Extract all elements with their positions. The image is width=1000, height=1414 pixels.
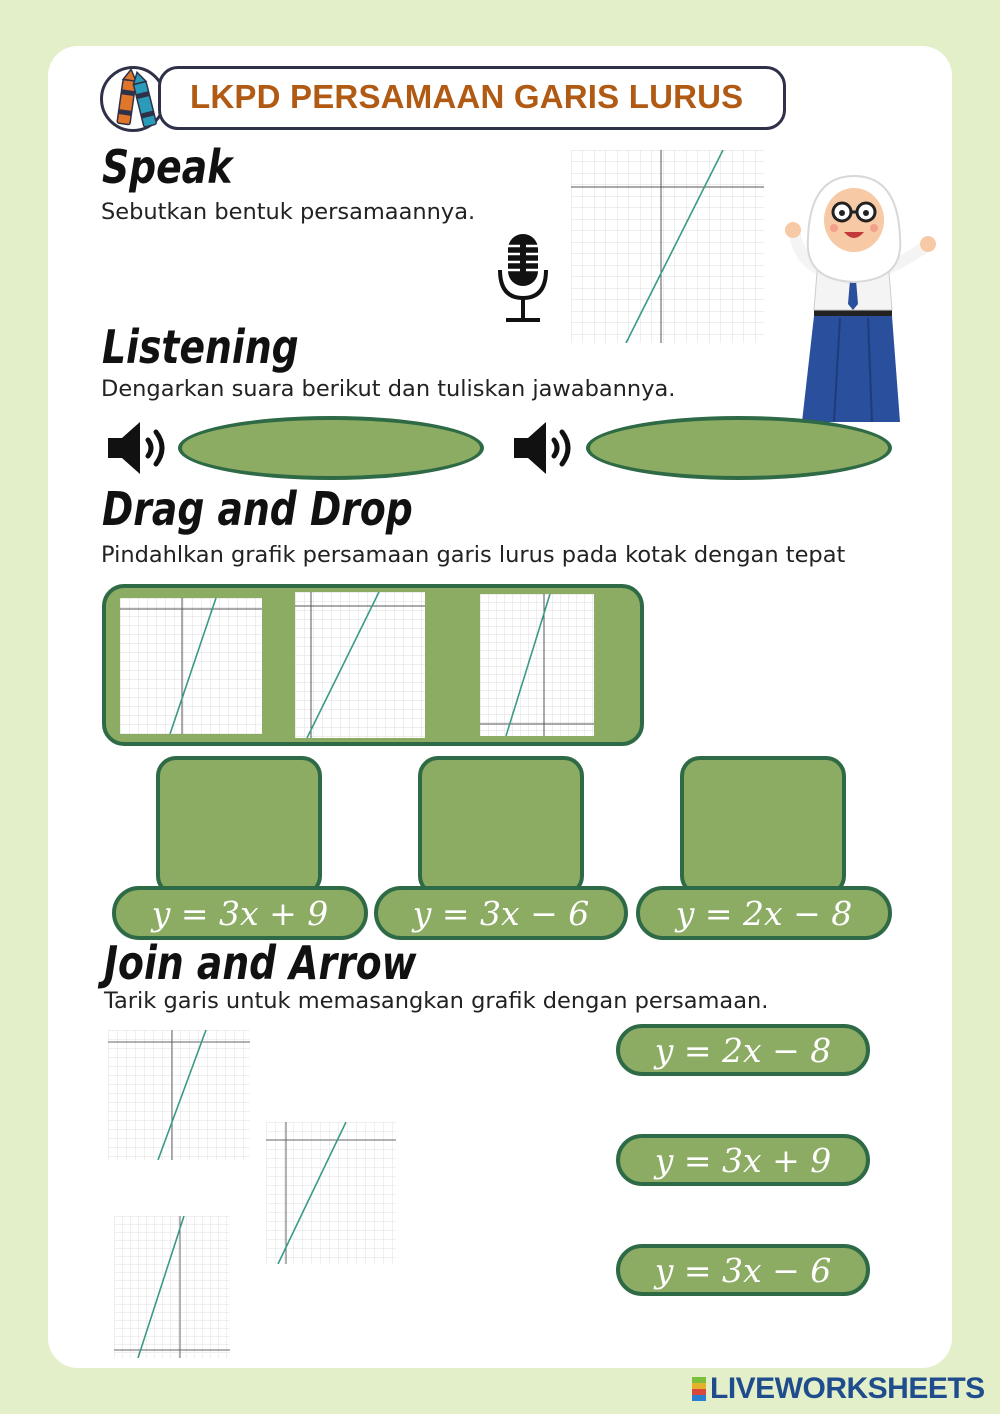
join-arrow-instruction: Tarik garis untuk memasangkan grafik dengan persamaan. (104, 988, 769, 1014)
draggable-graph-1[interactable] (120, 598, 262, 734)
listening-heading: Listening (102, 320, 299, 374)
liveworksheets-logo (692, 1372, 985, 1406)
drop-target-3[interactable] (680, 756, 846, 896)
equation-label-2: y = 3x − 6 (374, 886, 628, 940)
answer-field-2[interactable] (586, 416, 892, 480)
drag-drop-instruction: Pindahlkan grafik persamaan garis lurus pada kotak dengan tepat (101, 542, 846, 568)
match-equation-3[interactable]: y = 3x − 6 (616, 1244, 870, 1296)
speak-graph-svg (571, 150, 764, 343)
page-title: LKPD PERSAMAAN GARIS LURUS (190, 78, 744, 115)
teacher-character (780, 168, 940, 430)
match-graph-3[interactable] (114, 1216, 230, 1358)
match-graph-2[interactable] (266, 1122, 396, 1264)
crayons-icon (112, 66, 162, 132)
brand-mark (692, 1377, 706, 1401)
draggable-graph-3[interactable] (480, 594, 594, 736)
speaker-icon[interactable] (510, 418, 580, 478)
graph-svg (266, 1122, 396, 1264)
graph-svg (120, 598, 262, 734)
microphone-icon[interactable] (496, 232, 550, 324)
equation-label-1: y = 3x + 9 (112, 886, 368, 940)
match-equation-1[interactable]: y = 2x − 8 (616, 1024, 870, 1076)
graph-svg (108, 1030, 250, 1160)
speak-instruction: Sebutkan bentuk persamaannya. (101, 199, 476, 225)
equation-label-3: y = 2x − 8 (636, 886, 892, 940)
speak-graph (571, 150, 764, 343)
join-arrow-heading: Join and Arrow (104, 936, 417, 990)
listening-instruction: Dengarkan suara berikut dan tuliskan jawabannya. (101, 376, 676, 402)
brand-mark-icon (692, 1377, 706, 1401)
match-graph-1[interactable] (108, 1030, 250, 1160)
draggable-graph-2[interactable] (295, 592, 425, 738)
speaker-icon[interactable] (104, 418, 174, 478)
brand-name: LIVEWORKSHEETS (710, 1372, 985, 1405)
match-equation-2[interactable]: y = 3x + 9 (616, 1134, 870, 1186)
graph-svg (295, 592, 425, 738)
drop-target-1[interactable] (156, 756, 322, 896)
answer-field-1[interactable] (178, 416, 484, 480)
drop-target-2[interactable] (418, 756, 584, 896)
graph-svg (480, 594, 594, 736)
speak-heading: Speak (102, 140, 233, 194)
drag-drop-heading: Drag and Drop (102, 482, 413, 536)
graph-svg (114, 1216, 230, 1358)
